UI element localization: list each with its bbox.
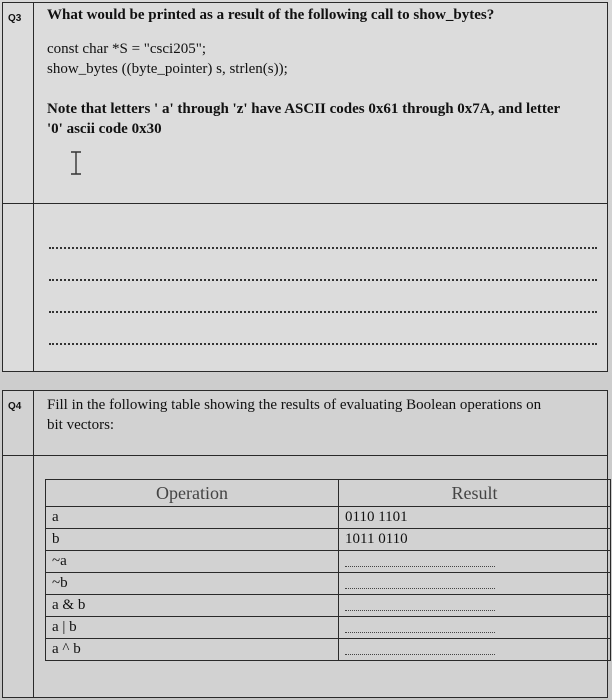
operation-cell: ~b	[46, 573, 339, 595]
result-answer-field[interactable]	[339, 639, 611, 661]
table-row	[46, 595, 611, 617]
note-line-1: Note that letters ' a' through 'z' have ASCII codes 0x61 through 0x7A, and letter	[47, 101, 561, 117]
result-answer-field[interactable]	[339, 573, 611, 595]
result-answer-field[interactable]	[339, 551, 611, 573]
answer-line[interactable]	[49, 247, 597, 249]
result-cell: 0110 1101	[339, 507, 611, 529]
i-beam-cursor-icon	[69, 151, 83, 175]
operation-cell: b	[46, 529, 339, 551]
question-text-line-2: bit vectors:	[47, 417, 115, 433]
result-answer-field[interactable]	[339, 595, 611, 617]
question-number: Q3	[8, 13, 22, 24]
answer-line[interactable]	[49, 279, 597, 281]
column-header-result: Result	[339, 480, 611, 507]
question-number: Q4	[8, 401, 22, 412]
operation-cell: ~a	[46, 551, 339, 573]
code-line-1: const char *S = "csci205";	[47, 41, 207, 57]
code-line-2: show_bytes ((byte_pointer) s, strlen(s));	[47, 61, 288, 77]
answer-line[interactable]	[49, 311, 597, 313]
result-cell: 1011 0110	[339, 529, 611, 551]
answer-area-divider	[3, 203, 607, 204]
question-number-column	[3, 3, 34, 371]
boolean-operations-table	[45, 479, 611, 661]
question-number-column	[3, 391, 34, 697]
table-row	[46, 529, 611, 551]
operation-cell: a | b	[46, 617, 339, 639]
table-row	[46, 573, 611, 595]
table-row	[46, 639, 611, 661]
answer-line[interactable]	[49, 343, 597, 345]
answer-area-divider	[3, 455, 607, 456]
column-header-operation: Operation	[46, 480, 339, 507]
operation-cell: a & b	[46, 595, 339, 617]
table-header-row	[46, 480, 611, 507]
operation-cell: a ^ b	[46, 639, 339, 661]
table-row	[46, 507, 611, 529]
question-text: What would be printed as a result of the following call to show_bytes?	[47, 7, 495, 23]
question-3-block	[2, 2, 608, 372]
operation-cell: a	[46, 507, 339, 529]
table-row	[46, 551, 611, 573]
table-row	[46, 617, 611, 639]
question-text-line-1: Fill in the following table showing the results of evaluating Boolean operations on	[47, 397, 542, 413]
result-answer-field[interactable]	[339, 617, 611, 639]
question-4-block	[2, 390, 608, 698]
note-line-2: '0' ascii code 0x30	[47, 121, 162, 137]
